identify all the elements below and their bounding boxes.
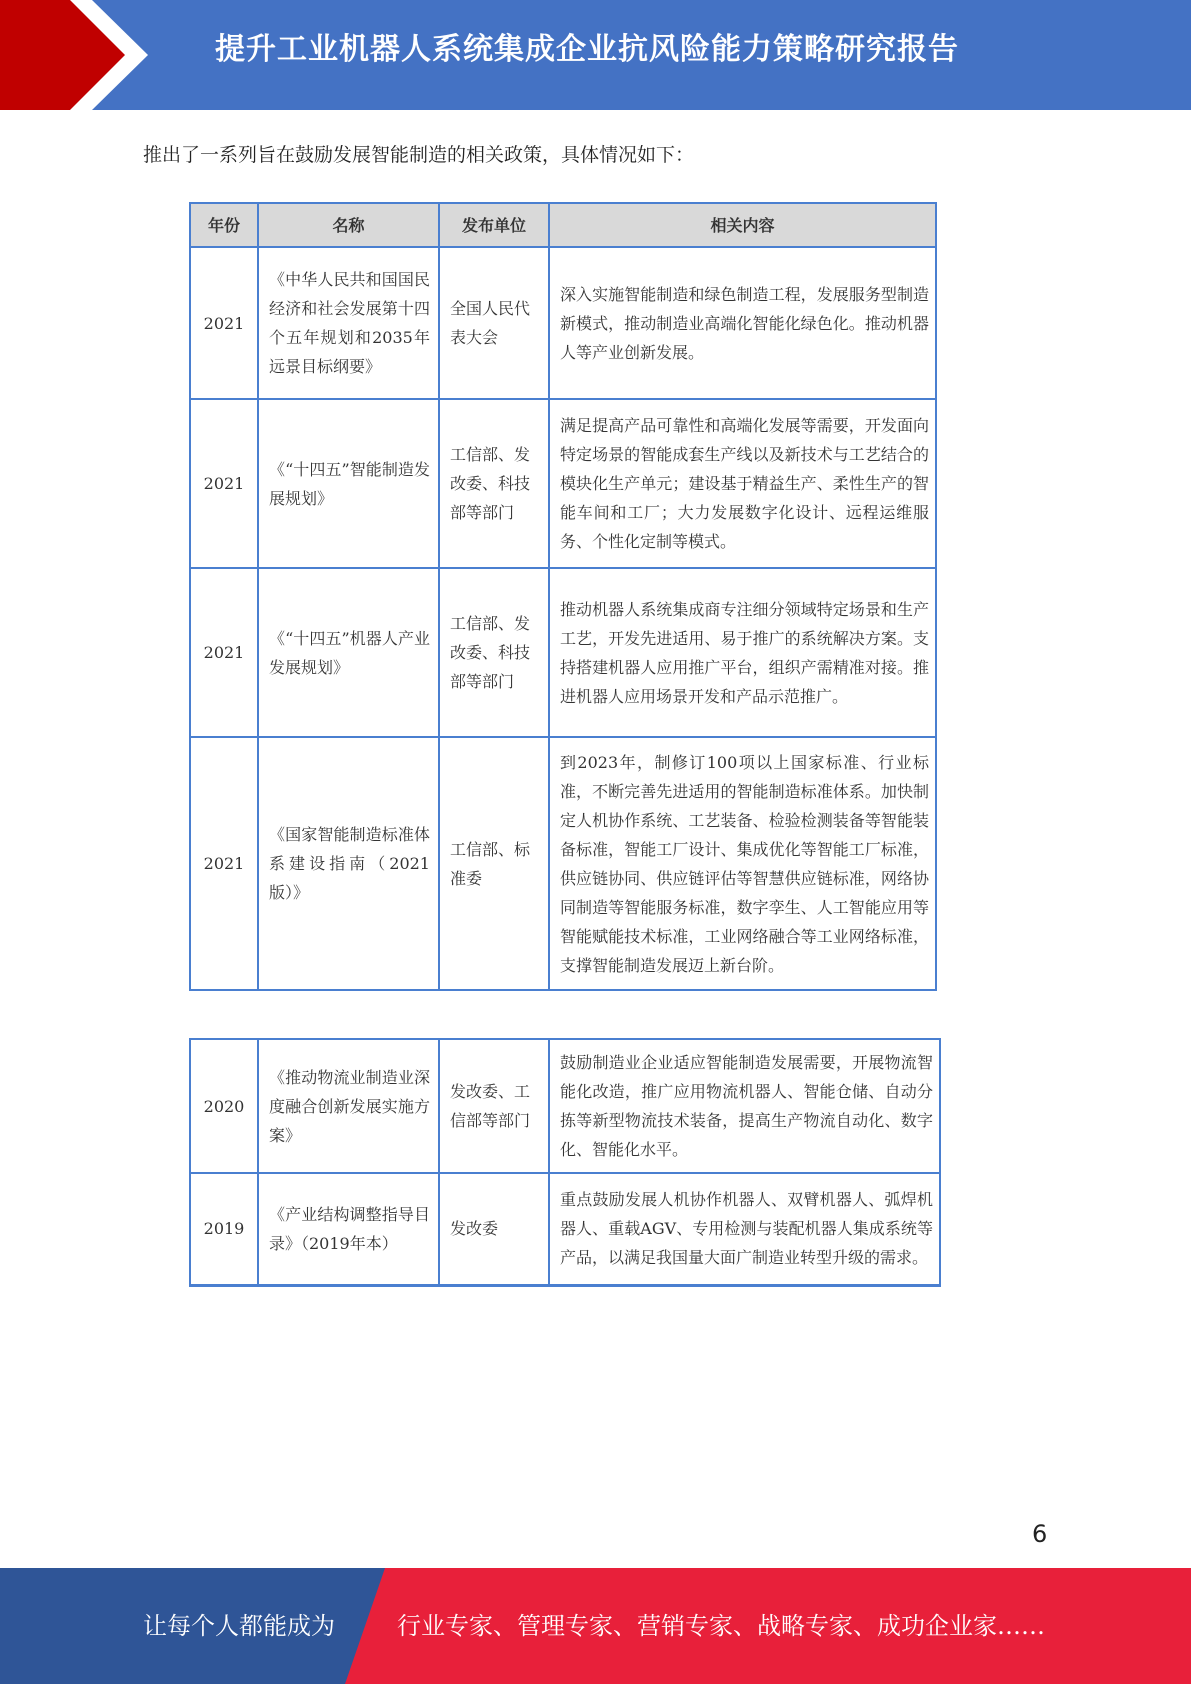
cell-content: 重点鼓励发展人机协作机器人、双臂机器人、弧焊机器人、重载AGV、专用检测与装配机器人集成系统等产品，以满足我国量大面广制造业转型升级的需求。 [549, 1173, 940, 1285]
footer-slogan-left: 让每个人都能成为 [143, 1612, 335, 1640]
table-header-row [190, 203, 936, 247]
intro-paragraph: 推出了一系列旨在鼓励发展智能制造的相关政策，具体情况如下： [143, 144, 695, 166]
cell-org: 发改委 [439, 1173, 549, 1285]
header-content: 相关内容 [549, 203, 936, 247]
cell-content: 深入实施智能制造和绿色制造工程，发展服务型制造新模式，推动制造业高端化智能化绿色化。推动机器人等产业创新发展。 [549, 247, 936, 399]
cell-name: 《“十四五”智能制造发展规划》 [258, 399, 439, 568]
cell-content: 鼓励制造业企业适应智能制造发展需要，开展物流智能化改造，推广应用物流机器人、智能仓储、自动分拣等新型物流技术装备，提高生产物流自动化、数字化、智能化水平。 [549, 1039, 940, 1173]
header-year: 年份 [190, 203, 258, 247]
header-org: 发布单位 [439, 203, 549, 247]
table-row [190, 1039, 940, 1173]
cell-year: 2020 [190, 1039, 258, 1173]
footer-slogan-right: 行业专家、管理专家、营销专家、战略专家、成功企业家…… [397, 1612, 1045, 1640]
cell-name: 《中华人民共和国国民经济和社会发展第十四个五年规划和2035年远景目标纲要》 [258, 247, 439, 399]
policy-table-continued [189, 1038, 941, 1287]
policy-table [189, 202, 937, 991]
table-row [190, 399, 936, 568]
cell-name: 《推动物流业制造业深度融合创新发展实施方案》 [258, 1039, 439, 1173]
cell-org: 工信部、发改委、科技部等部门 [439, 568, 549, 737]
cell-org: 发改委、工信部等部门 [439, 1039, 549, 1173]
cell-org: 工信部、发改委、科技部等部门 [439, 399, 549, 568]
table-row [190, 568, 936, 737]
cell-year: 2021 [190, 399, 258, 568]
cell-year: 2021 [190, 247, 258, 399]
cell-content: 推动机器人系统集成商专注细分领域特定场景和生产工艺，开发先进适用、易于推广的系统解决方案。支持搭建机器人应用推广平台，组织产需精准对接。推进机器人应用场景开发和产品示范推广。 [549, 568, 936, 737]
page-number: 6 [1032, 1520, 1048, 1548]
cell-content: 满足提高产品可靠性和高端化发展等需要，开发面向特定场景的智能成套生产线以及新技术与工艺结合的模块化生产单元；建设基于精益生产、柔性生产的智能车间和工厂；大力发展数字化设计、远程运维服务、个性化定制等模式。 [549, 399, 936, 568]
report-title: 提升工业机器人系统集成企业抗风险能力策略研究报告 [215, 32, 959, 67]
table-row [190, 247, 936, 399]
cell-name: 《国家智能制造标准体系建设指南（2021版）》 [258, 737, 439, 990]
cell-year: 2021 [190, 737, 258, 990]
cell-year: 2019 [190, 1173, 258, 1285]
cell-org: 工信部、标准委 [439, 737, 549, 990]
table-row [190, 1173, 940, 1285]
header-name: 名称 [258, 203, 439, 247]
cell-content: 到2023年，制修订100项以上国家标准、行业标准，不断完善先进适用的智能制造标准体系。加快制定人机协作系统、工艺装备、检验检测装备等智能装备标准，智能工厂设计、集成优化等智能工厂标准，供应链协同、供应链评估等智慧供应链标准，网络协同制造等智能服务标准，数字孪生、人工智能应用等智能赋能技术标准，工业网络融合等工业网络标准，支撑智能制造发展迈上新台阶。 [549, 737, 936, 990]
cell-name: 《产业结构调整指导目录》（2019年本） [258, 1173, 439, 1285]
cell-name: 《“十四五”机器人产业发展规划》 [258, 568, 439, 737]
page-footer [0, 1568, 1191, 1684]
cell-org: 全国人民代表大会 [439, 247, 549, 399]
page-header [0, 0, 1191, 110]
cell-year: 2021 [190, 568, 258, 737]
table-row [190, 737, 936, 990]
header-arrow-decoration [0, 0, 150, 110]
